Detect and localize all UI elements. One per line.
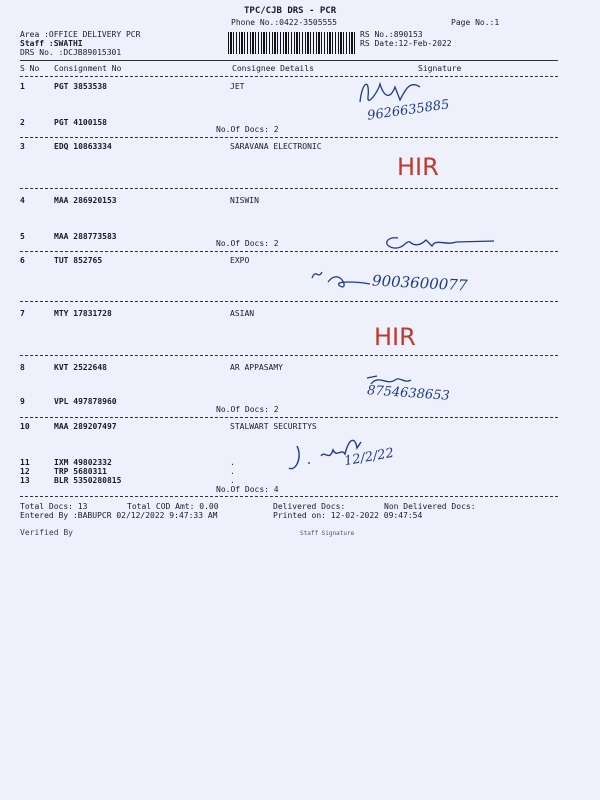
group-rule bbox=[20, 137, 558, 138]
row-consignee: JET bbox=[230, 82, 245, 91]
row-consignee: SARAVANA ELECTRONIC bbox=[230, 142, 322, 151]
row-sno: 3 bbox=[20, 142, 25, 151]
row-consignee: AR APPASAMY bbox=[230, 363, 283, 372]
row-consignment: PGT 3853538 bbox=[54, 82, 107, 91]
row-consignee: ASIAN bbox=[230, 309, 255, 318]
group-rule bbox=[20, 417, 558, 418]
row-docs-count: No.Of Docs: 2 bbox=[216, 125, 279, 134]
rs-number: RS No.:890153 bbox=[360, 30, 423, 39]
row-docs-count: No.Of Docs: 2 bbox=[216, 239, 279, 248]
row-consignment: IXM 49802332 bbox=[54, 458, 112, 467]
hir-mark: HIR bbox=[397, 153, 439, 181]
row-consignment: EDQ 10863334 bbox=[54, 142, 112, 151]
row-docs-count: No.Of Docs: 2 bbox=[216, 405, 279, 414]
row-sno: 10 bbox=[20, 422, 30, 431]
row-consignee: . bbox=[230, 467, 235, 476]
row-consignee: . bbox=[230, 476, 235, 485]
handwritten-phone: 8754638653 bbox=[366, 383, 451, 404]
row-sno: 5 bbox=[20, 232, 25, 241]
row-consignment: BLR 5350280815 bbox=[54, 476, 122, 485]
column-rule bbox=[20, 76, 558, 77]
entered-by: Entered By :BABUPCR 02/12/2022 9:47:33 AM bbox=[20, 511, 218, 520]
row-sno: 4 bbox=[20, 196, 25, 205]
row-consignment: VPL 497878960 bbox=[54, 397, 117, 406]
row-sno: 12 bbox=[20, 467, 30, 476]
barcode bbox=[228, 32, 356, 54]
signature-3 bbox=[310, 262, 380, 296]
row-consignment: TRP 5680311 bbox=[54, 467, 107, 476]
col-consignee: Consignee Details bbox=[232, 64, 314, 73]
header-rule bbox=[20, 60, 558, 61]
handwritten-phone: 9003600077 bbox=[371, 271, 468, 295]
row-consignment: KVT 2522648 bbox=[54, 363, 107, 372]
row-consignee: EXPO bbox=[230, 256, 250, 265]
row-sno: 1 bbox=[20, 82, 25, 91]
col-consignment: Consignment No bbox=[54, 64, 122, 73]
row-sno: 6 bbox=[20, 256, 25, 265]
row-consignee: STALWART SECURITYS bbox=[230, 422, 317, 431]
page-number: Page No.:1 bbox=[451, 18, 500, 27]
document-title: TPC/CJB DRS - PCR bbox=[244, 6, 337, 16]
row-consignment: PGT 4100158 bbox=[54, 118, 107, 127]
hir-mark: HIR bbox=[374, 323, 416, 351]
handwritten-date: 12/2/22 bbox=[343, 445, 396, 470]
staff-signature-label: Staff Signature bbox=[300, 530, 355, 537]
row-consignee: . bbox=[230, 458, 235, 467]
row-sno: 8 bbox=[20, 363, 25, 372]
verified-by: Verified By bbox=[20, 528, 73, 537]
col-signature: Signature bbox=[418, 64, 462, 73]
row-sno: 2 bbox=[20, 118, 25, 127]
delivered-docs: Delivered Docs: bbox=[273, 502, 346, 511]
printed-on: Printed on: 12-02-2022 09:47:54 bbox=[273, 511, 423, 520]
staff-label: Staff :SWATHI bbox=[20, 39, 83, 48]
area-label: Area :OFFICE DELIVERY PCR bbox=[20, 30, 141, 39]
group-rule bbox=[20, 355, 558, 356]
non-delivered-docs: Non Delivered Docs: bbox=[384, 502, 476, 511]
row-consignee: NISWIN bbox=[230, 196, 259, 205]
total-docs: Total Docs: 13 bbox=[20, 502, 88, 511]
row-docs-count: No.Of Docs: 4 bbox=[216, 485, 279, 494]
signature-2 bbox=[376, 228, 496, 254]
phone-number: Phone No.:0422-3505555 bbox=[231, 18, 337, 27]
row-sno: 9 bbox=[20, 397, 25, 406]
col-sno: S No bbox=[20, 64, 40, 73]
row-consignment: MAA 289207497 bbox=[54, 422, 117, 431]
table-end-rule bbox=[20, 496, 558, 497]
row-consignment: MTY 17831728 bbox=[54, 309, 112, 318]
row-consignment: MAA 288773583 bbox=[54, 232, 117, 241]
group-rule bbox=[20, 301, 558, 302]
total-cod: Total COD Amt: 0.00 bbox=[127, 502, 219, 511]
row-consignment: MAA 286920153 bbox=[54, 196, 117, 205]
handwritten-phone: 9626635885 bbox=[366, 97, 451, 124]
group-rule bbox=[20, 188, 558, 189]
drs-number: DRS No. :DCJB89015301 bbox=[20, 48, 122, 57]
rs-date: RS Date:12-Feb-2022 bbox=[360, 39, 452, 48]
row-sno: 13 bbox=[20, 476, 30, 485]
row-sno: 11 bbox=[20, 458, 30, 467]
row-consignment: TUT 852765 bbox=[54, 256, 103, 265]
row-sno: 7 bbox=[20, 309, 25, 318]
